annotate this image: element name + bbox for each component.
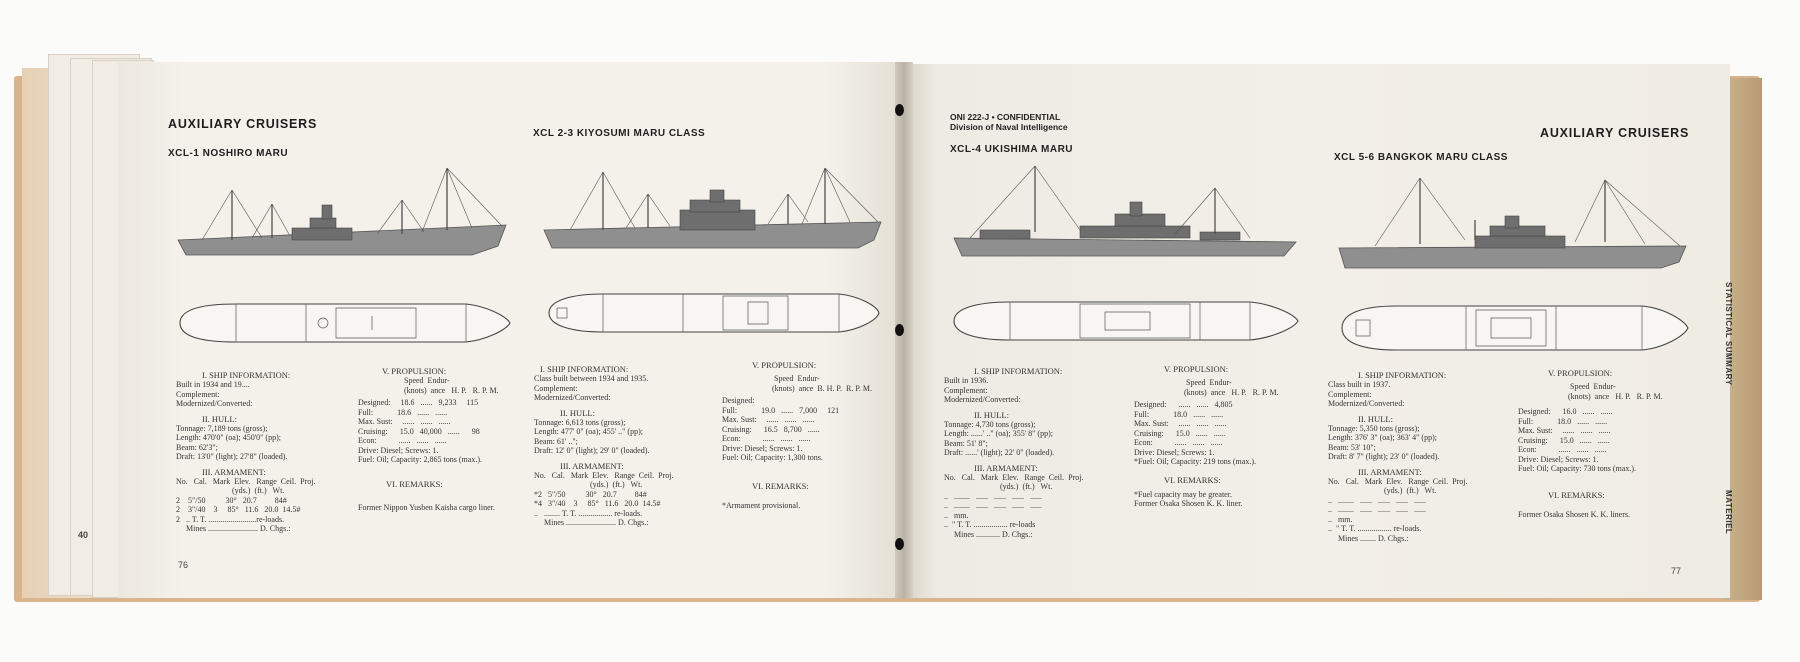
propulsion-line: (knots) ance H. P. R. P. M.: [404, 385, 499, 395]
propulsion-line: Econ: ...... ...... ......: [358, 436, 447, 445]
ship-profile-drawing: [540, 160, 885, 255]
hull-line: Length: 477' 0" (oa); 455' .." (pp);: [534, 427, 643, 436]
propulsion-line: Speed Endur-: [1570, 382, 1616, 391]
propulsion-line: Full: 18.0 ...... ......: [1518, 416, 1608, 426]
hull-heading: II. HULL:: [1358, 413, 1393, 424]
info-line: Modernized/Converted:: [1328, 399, 1405, 408]
info-line: Built in 1934 and 19....: [176, 380, 250, 389]
remarks-heading: VI. REMARKS:: [386, 478, 443, 489]
armament-line: 2 .. T. T. ........................re-loads.: [176, 514, 285, 524]
propulsion-block: [358, 366, 499, 512]
ship-information-block: [1328, 370, 1467, 543]
propulsion-line: Cruising: 15.0 ...... ......: [1134, 428, 1226, 438]
propulsion-line: Econ: ...... ...... ......: [1134, 438, 1223, 447]
propulsion-line: *Fuel: Oil; Capacity: 219 tons (max.).: [1134, 457, 1256, 466]
armament-line: (yds.) (ft.) Wt.: [1328, 486, 1437, 495]
ship-plan-drawing: [543, 288, 883, 338]
armament-line: .. ........ ...... ...... ...... ......: [944, 491, 1042, 501]
propulsion-line: Speed Endur-: [1186, 378, 1232, 387]
propulsion-line: Cruising: 15.0 40,000 ...... 98: [358, 426, 480, 436]
hull-heading: II. HULL:: [974, 409, 1009, 420]
propulsion-line: Max. Sust: ...... ...... ......: [722, 415, 815, 424]
section-title: AUXILIARY CRUISERS: [168, 117, 318, 131]
propulsion-line: Designed:: [722, 396, 755, 405]
document-header: [950, 112, 1068, 132]
info-line: Modernized/Converted:: [176, 399, 253, 408]
hull-line: Beam: 61' ..";: [534, 436, 578, 446]
header-division: Division of Naval Intelligence: [950, 122, 1068, 132]
ship-profile-drawing: [1335, 170, 1690, 270]
info-line: Class built between 1934 and 1935.: [534, 374, 649, 383]
armament-line: *2 5"/50 30° 20.7 84#: [534, 489, 647, 499]
propulsion-line: (knots) ance H. P. R. P. M.: [1184, 387, 1279, 397]
propulsion-line: Max. Sust: ...... ...... ......: [1518, 426, 1611, 435]
propulsion-line: Drive: Diesel; Screws: 1.: [1518, 454, 1599, 464]
propulsion-line: (knots) ance B. H. P. R. P. M.: [772, 383, 873, 393]
propulsion-block: [722, 360, 872, 510]
ship-profile-drawing: [950, 160, 1300, 260]
armament-line: .. " T. T. ................. re-loads.: [1328, 524, 1422, 533]
info-heading: I. SHIP INFORMATION:: [540, 364, 629, 374]
remarks-line: *Fuel capacity may be greater.: [1134, 489, 1232, 499]
hull-heading: II. HULL:: [202, 413, 237, 424]
propulsion-line: Designed: 16.0 ...... ......: [1518, 407, 1613, 416]
armament-line: (yds.) (ft.) Wt.: [176, 486, 285, 495]
armament-line: .. " T. T. ................. re-loads: [944, 520, 1036, 529]
hull-line: Draft: ......' (light); 22' 0" (loaded).: [944, 448, 1055, 457]
remarks-line: Former Nippon Yusben Kaisha cargo liner.: [358, 502, 495, 512]
page-number: 77: [1671, 566, 1682, 576]
info-line: Built in 1936.: [944, 376, 989, 385]
armament-line: No. Cal. Mark Elev. Range Ceil. Proj.: [1328, 476, 1468, 486]
info-line: Complement:: [1328, 389, 1372, 399]
propulsion-line: Speed Endur-: [774, 374, 820, 383]
ship-plan-drawing: [176, 298, 512, 348]
propulsion-line: Fuel: Oil; Capacity: 1,300 tons.: [722, 453, 823, 462]
propulsion-block: [1518, 368, 1663, 519]
binding-hole: [895, 324, 904, 336]
hull-line: Length: 376' 3" (oa); 363' 4" (pp);: [1328, 433, 1437, 442]
armament-line: No. Cal. Mark Elev. Range Ceil. Proj.: [176, 476, 316, 486]
propulsion-line: Full: 19.0 ...... 7,000 121: [722, 405, 840, 415]
armament-line: No. Cal. Mark Elev. Range Ceil. Proj.: [944, 472, 1084, 482]
propulsion-line: Drive: Diesel; Screws: 1.: [1134, 447, 1215, 457]
armament-line: Mines ......................... D. Chgs.:: [176, 524, 291, 533]
armament-line: 2 3"/40 3 85° 11.6 20.0 14.5#: [176, 505, 301, 514]
propulsion-line: Fuel: Oil; Capacity: 730 tons (max.).: [1518, 464, 1636, 473]
hull-line: Draft: 8' 7" (light); 23' 0" (loaded).: [1328, 452, 1440, 461]
propulsion-line: Max. Sust: ...... ...... ......: [358, 417, 451, 426]
remarks-heading: VI. REMARKS:: [752, 480, 809, 491]
hull-line: Beam: 53' 10";: [1328, 442, 1376, 452]
hull-line: Tonnage: 6,613 tons (gross);: [534, 417, 626, 427]
remarks-heading: VI. REMARKS:: [1548, 489, 1605, 500]
hull-heading: II. HULL:: [560, 407, 595, 418]
ship-title: XCL-1 NOSHIRO MARU: [168, 148, 289, 159]
ship-profile-drawing: [172, 160, 512, 260]
info-heading: I. SHIP INFORMATION:: [1358, 370, 1447, 380]
propulsion-line: Drive: Diesel; Screws: 1.: [358, 445, 439, 455]
hull-line: Draft: 12' 0" (light); 29' 0" (loaded).: [534, 446, 650, 455]
propulsion-line: Designed: 18.6 ...... 9,233 115: [358, 398, 479, 407]
armament-heading: III. ARMAMENT:: [1358, 466, 1422, 477]
info-heading: I. SHIP INFORMATION:: [202, 370, 291, 380]
ship-plan-drawing: [950, 296, 1302, 346]
armament-line: .. mm.: [1328, 514, 1353, 524]
ship-information-block: [944, 366, 1083, 539]
propulsion-line: (knots) ance H. P. R. P. M.: [1568, 391, 1663, 401]
info-line: Modernized/Converted:: [534, 393, 611, 402]
armament-line: (yds.) (ft.) Wt.: [534, 480, 643, 489]
hull-line: Beam: 51' 8";: [944, 438, 988, 448]
hull-line: Tonnage: 7,189 tons (gross);: [176, 423, 268, 433]
hull-line: Length: 470'0" (oa); 450'0" (pp);: [176, 433, 281, 442]
propulsion-line: Econ: ...... ...... ......: [1518, 445, 1607, 454]
ship-information-block: [534, 364, 673, 528]
hull-line: Length: ......' .." (oa); 355' 8" (pp);: [944, 429, 1053, 438]
remarks-line: Former Osaka Shosen K. K. liner.: [1134, 499, 1243, 508]
armament-line: (yds.) (ft.) Wt.: [944, 482, 1053, 491]
armament-line: .. ........ ...... ...... ...... ......: [1328, 495, 1426, 505]
propulsion-line: Cruising: 16.5 8,700 ......: [722, 424, 820, 434]
remarks-line: Former Osaka Shosen K. K. liners.: [1518, 509, 1630, 519]
remarks-heading: VI. REMARKS:: [1164, 474, 1221, 485]
info-line: Modernized/Converted:: [944, 395, 1021, 404]
hull-line: Draft: 13'0" (light); 27'8" (loaded).: [176, 452, 288, 461]
propulsion-line: Full: 18.0 ...... ......: [1134, 409, 1224, 419]
hull-line: Tonnage: 5,350 tons (gross);: [1328, 423, 1420, 433]
side-tab-label: MATERIEL: [1724, 490, 1733, 535]
armament-line: *4 3"/40 3 85° 11.6 20.0 14.5#: [534, 499, 661, 508]
propulsion-block: [1134, 364, 1279, 509]
armament-line: Mines ......................... D. Chgs.:: [534, 518, 649, 527]
remarks-line: *Armament provisional.: [722, 500, 801, 510]
hull-line: Beam: 62'3";: [176, 442, 218, 452]
binding-hole: [895, 104, 904, 116]
propulsion-line: Fuel: Oil; Capacity: 2,865 tons (max.).: [358, 455, 482, 464]
ship-information-block: [176, 370, 315, 534]
propulsion-line: Designed: ...... ...... 4,805: [1134, 400, 1233, 409]
hull-line: Tonnage: 4,730 tons (gross);: [944, 419, 1036, 429]
propulsion-line: Drive: Diesel; Screws: 1.: [722, 443, 803, 453]
info-line: Complement:: [176, 389, 220, 399]
armament-line: .. ........ ...... ...... ...... ......: [944, 501, 1042, 510]
underlying-page-number: 40: [78, 530, 89, 540]
section-title: AUXILIARY CRUISERS: [1540, 126, 1690, 140]
propulsion-heading: V. PROPULSION:: [1548, 368, 1613, 378]
page-number: 76: [178, 560, 189, 570]
armament-line: Mines ........ D. Chgs.:: [1328, 533, 1409, 543]
info-heading: I. SHIP INFORMATION:: [974, 366, 1063, 376]
header-code: ONI 222-J • CONFIDENTIAL: [950, 112, 1061, 122]
side-tab-label: STATISTICAL SUMMARY: [1724, 282, 1733, 386]
ship-title: XCL 2-3 KIYOSUMI MARU CLASS: [533, 128, 706, 139]
propulsion-line: Econ: ...... ...... ......: [722, 434, 811, 443]
armament-heading: III. ARMAMENT:: [560, 460, 624, 471]
armament-heading: III. ARMAMENT:: [202, 466, 266, 477]
propulsion-heading: V. PROPULSION:: [382, 366, 447, 376]
propulsion-line: Speed Endur-: [404, 376, 450, 385]
ship-title: XCL 5-6 BANGKOK MARU CLASS: [1334, 152, 1508, 163]
propulsion-heading: V. PROPULSION:: [1164, 364, 1229, 374]
ship-title: XCL-4 UKISHIMA MARU: [950, 144, 1074, 155]
binding-hole: [895, 538, 904, 550]
armament-line: .. ........ T. T. ................. re-loads.: [534, 508, 643, 518]
info-line: Complement:: [944, 385, 988, 395]
propulsion-line: Cruising: 15.0 ...... ......: [1518, 435, 1610, 445]
propulsion-line: Max. Sust: ...... ...... ......: [1134, 419, 1227, 428]
armament-line: No. Cal. Mark Elev. Range Ceil. Proj.: [534, 470, 674, 480]
propulsion-heading: V. PROPULSION:: [752, 360, 817, 370]
info-line: Complement:: [534, 383, 578, 393]
armament-line: Mines ............ D. Chgs.:: [944, 529, 1033, 539]
armament-line: 2 5"/50 30° 20.7 84#: [176, 495, 287, 505]
ship-plan-drawing: [1336, 300, 1692, 356]
armament-line: .. mm.: [944, 510, 969, 520]
info-line: Class built in 1937.: [1328, 380, 1391, 389]
armament-line: .. ........ ...... ...... ...... ......: [1328, 505, 1426, 514]
propulsion-line: Full: 18.6 ...... ......: [358, 407, 448, 417]
armament-heading: III. ARMAMENT:: [974, 462, 1038, 473]
